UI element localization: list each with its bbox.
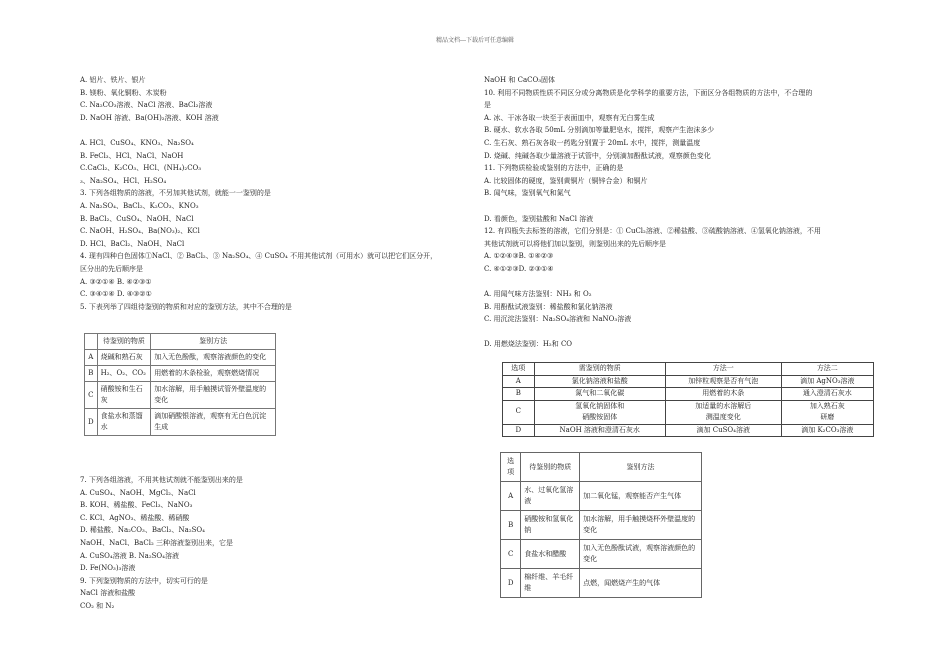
table-cell: C	[503, 400, 535, 424]
table-cell: 水、过氧化氢溶液	[521, 482, 580, 511]
text-line: B. BaCl₂、CuSO₄、NaOH、NaCl	[80, 214, 194, 223]
table-5	[84, 333, 276, 436]
text-line: D. Fe(NO₃)₃溶液	[80, 564, 136, 573]
text-line: 3. 下列各组物质的溶液，不另加其他试剂，就能一一鉴别的是	[80, 189, 271, 198]
table-row	[503, 400, 874, 424]
table-header-cell: 鉴别方法	[580, 453, 702, 482]
table-cell: 滴加 AgNO₃溶液	[781, 375, 873, 388]
text-line: A. ③②①④ B. ④②③①	[80, 277, 152, 286]
table-cell: 加水溶解，用手触摸试管外壁温度的变化	[151, 382, 276, 409]
table-header-cell: 待鉴别的物质	[97, 334, 151, 350]
text-line: 10. 利用不同物质性质不同区分或分离物质是化学科学的重要方法，下面区分各组物质的方法中，不合理的	[484, 88, 813, 97]
text-line: 9. 下列鉴别物质的方法中，切实可行的是	[80, 576, 208, 585]
table-row	[85, 350, 276, 366]
table-row	[501, 482, 702, 511]
table-cell: NaOH 溶液和澄清石灰水	[534, 424, 665, 437]
table-row	[503, 424, 874, 437]
text-line: C. NaOH、H₂SO₄、Ba(NO₃)₂、KCl	[80, 227, 200, 236]
text-line: B. 硬水、软水各取 50mL 分别滴加等量肥皂水，搅拌，观察产生泡沫多少	[484, 126, 715, 135]
text-line: A. ①②④③B. ①④②③	[484, 252, 554, 261]
table-cell: A	[501, 482, 521, 511]
table-row	[503, 388, 874, 401]
text-line: B. KOH、稀盐酸、FeCl₃、NaNO₃	[80, 501, 193, 510]
table-cell: 食盐水和醋酸	[521, 540, 580, 569]
text-line: C. ④①②③D. ②③①④	[484, 264, 554, 273]
table-cell: A	[85, 350, 98, 366]
table-cell: D	[501, 569, 521, 598]
table-identify-methods	[502, 362, 874, 437]
text-line: NaOH 和 CaCO₃固体	[484, 76, 556, 84]
text-line	[484, 200, 874, 213]
table-cell: 加入无色酚酞，观察溶液颜色的变化	[151, 350, 276, 366]
text-line: C. ③④①④ D. ④③②①	[80, 290, 152, 299]
table-row	[85, 366, 276, 382]
table-cell: 加锌粒观察是否有气泡	[665, 375, 781, 388]
table-cell: 加适量的水溶解后 测温度变化	[665, 400, 781, 424]
text-line: B. 镁粉、氧化铜粉、木炭粉	[80, 88, 167, 97]
text-line: D. HCl、BaCl₂、NaOH、NaCl	[80, 239, 185, 248]
left-column-lower	[80, 474, 450, 613]
text-line: B. FeCl₃、HCl、NaCl、NaOH	[80, 151, 184, 160]
table-header-cell: 方法一	[665, 363, 781, 376]
text-line	[80, 124, 450, 137]
right-column	[484, 74, 874, 351]
table-cell: B	[503, 388, 535, 401]
table-header-cell	[85, 334, 98, 350]
table-cell: H₂、O₂、CO₂	[97, 366, 151, 382]
table-cell: 滴加 K₂CO₃溶液	[781, 424, 873, 437]
text-line: D. 用燃烧法鉴别：H₂和 CO	[484, 340, 573, 349]
table-cell: 加水溶解，用手触摸烧杯外壁温度的变化	[580, 511, 702, 540]
text-line: 是	[484, 101, 491, 110]
table-cell: 用燃着的木条	[665, 388, 781, 401]
table-header-cell: 需鉴别的物质	[534, 363, 665, 376]
table-cell: B	[85, 366, 98, 382]
text-line: A. 铝片、铁片、银片	[80, 76, 146, 84]
table-header-cell: 鉴别方法	[151, 334, 276, 350]
table-cell: 硝酸铵和生石灰	[97, 382, 151, 409]
text-line: A. CuSO₄、NaOH、MgCl₂、NaCl	[80, 488, 196, 497]
table-cell: 加入无色酚酞试液，观察溶液颜色的变化	[580, 540, 702, 569]
table-cell: B	[501, 511, 521, 540]
text-line: C. 用沉淀法鉴别：Na₂SO₄溶液和 NaNO₃溶液	[484, 315, 632, 324]
table-cell: 加入熟石灰 研磨	[781, 400, 873, 424]
table-header-cell: 选项	[503, 363, 535, 376]
table-cell: 氯化钠溶液和盐酸	[534, 375, 665, 388]
text-line: A. Na₂SO₄、BaCl₂、K₂CO₃、KNO₃	[80, 201, 199, 210]
text-line: 7. 下列各组溶液，不用其他试剂就不能鉴别出来的是	[80, 476, 243, 484]
table-row	[85, 409, 276, 436]
page-header: 精品文档---下载后可任意编辑	[435, 37, 515, 44]
text-line: D. 烧碱、纯碱各取少量溶液于试管中，分别滴加酚酞试液，观察颜色变化	[484, 151, 711, 160]
left-column	[80, 74, 450, 313]
table-cell: 加二氧化锰，观察能否产生气体	[580, 482, 702, 511]
table-identify-substances	[500, 452, 702, 598]
table-cell: 滴加 CuSO₄溶液	[665, 424, 781, 437]
table-cell: 硝酸铵和氢氧化钠	[521, 511, 580, 540]
text-line	[484, 276, 874, 289]
table-header-cell: 方法二	[781, 363, 873, 376]
text-line: NaCl 溶液和盐酸	[80, 589, 136, 598]
text-line: CO₂ 和 N₂	[80, 601, 115, 610]
text-line: C. 生石灰、熟石灰各取一药匙分别置于 20mL 水中，搅拌，测量温度	[484, 138, 701, 147]
text-line: A. 用闻气味方法鉴别：NH₃ 和 O₂	[484, 290, 592, 299]
text-line: C. KCl、AgNO₃、稀盐酸、稀硝酸	[80, 513, 190, 522]
text-line: A. 冰、干冰各取一块至于表面皿中，观察有无白雾生成	[484, 113, 655, 122]
text-line: ₃、Na₂SO₄、HCl、H₂SO₄	[80, 176, 167, 185]
text-line: B. 闻气味，鉴别氧气和氮气	[484, 189, 571, 198]
text-line: D. NaOH 溶液、Ba(OH)₂溶液、KOH 溶液	[80, 113, 219, 122]
text-line: 5. 下表列举了四组待鉴别的物质和对应的鉴别方法，其中不合理的是	[80, 302, 292, 311]
table-cell: 氮气和二氧化碳	[534, 388, 665, 401]
table-cell: D	[85, 409, 98, 436]
table-cell: 滴加硝酸银溶液，观察有无白色沉淀生成	[151, 409, 276, 436]
table-row	[501, 540, 702, 569]
text-line: A. 比较固体的硬度，鉴别黄铜片（铜锌合金）和铜片	[484, 176, 648, 185]
text-line: 12. 有四瓶失去标签的溶液，它们分别是：① CuCl₂溶液、②稀盐酸、③硫酸钠溶液、④氢氧化钠溶液，不用	[484, 227, 821, 236]
text-line: 其他试剂就可以将他们加以鉴别，则鉴别出来的先后顺序是	[484, 239, 666, 248]
text-line: D. 稀盐酸、Na₂CO₃、BaCl₂、Na₂SO₄	[80, 526, 205, 535]
text-line: C.CaCl₂、K₂CO₃、HCl、(NH₄)₂CO₃	[80, 164, 202, 173]
table-cell: C	[85, 382, 98, 409]
text-line: 区分出的先后顺序是	[80, 264, 143, 273]
table-row	[501, 511, 702, 540]
text-line: B. 用酚酞试液鉴别：稀盐酸和氯化钠溶液	[484, 302, 613, 311]
text-line: 4. 现有四种白色固体①NaCl、② BaCl₂、③ Na₂SO₄、④ CuSO₄ 不用其他试剂（可用水）就可以把它们区分开，	[80, 252, 438, 261]
text-line	[484, 326, 874, 339]
table-cell: 氢氧化钠固体和 硝酸铵固体	[534, 400, 665, 424]
table-header-cell: 待鉴别的物质	[521, 453, 580, 482]
table-cell: 通入澄清石灰水	[781, 388, 873, 401]
table-cell: 棉纤维、羊毛纤维	[521, 569, 580, 598]
text-line: 11. 下列物质检验或鉴别的方法中，正确的是	[484, 164, 624, 173]
text-line: A. HCl、CuSO₄、KNO₃、Na₂SO₄	[80, 138, 194, 147]
text-line: A. CuSO₄溶液 B. Na₂SO₄溶液	[80, 551, 179, 560]
table-cell: 食盐水和蒸馏水	[97, 409, 151, 436]
text-line: D. 看颜色，鉴别盐酸和 NaCl 溶液	[484, 214, 594, 223]
table-cell: D	[503, 424, 535, 437]
table-row	[85, 382, 276, 409]
table-row	[501, 569, 702, 598]
text-line: C. Na₂CO₃溶液、NaCl 溶液、BaCl₂溶液	[80, 101, 213, 110]
table-row	[503, 375, 874, 388]
table-cell: A	[503, 375, 535, 388]
table-cell: 点燃，闻燃烧产生的气体	[580, 569, 702, 598]
table-header-cell: 选项	[501, 453, 521, 482]
table-cell: 用燃着的木条检验，观察燃烧情况	[151, 366, 276, 382]
table-cell: 烧碱和熟石灰	[97, 350, 151, 366]
table-cell: C	[501, 540, 521, 569]
text-line: NaOH、NaCl、BaCl₂ 三种溶液鉴别出来，它是	[80, 538, 233, 547]
